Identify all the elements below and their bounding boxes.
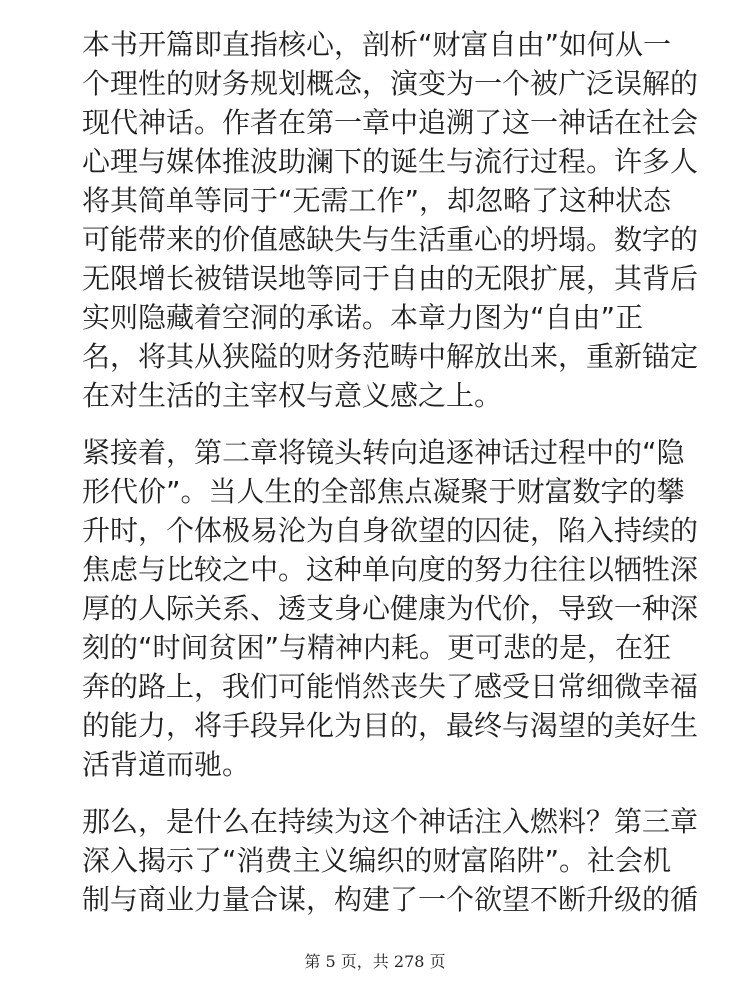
text-line: 活背道而驰。 (82, 748, 251, 781)
text-line: 奔的路上，我们可能悄然丧失了感受日常细微幸福 (82, 670, 699, 703)
text-line: 实则隐藏着空洞的承诺。本章力图为“自由”正 (82, 301, 644, 334)
text-line: 在对生活的主宰权与意义感之上。 (82, 379, 503, 412)
paragraph-3 (82, 802, 699, 919)
page-number-footer: 第 5 页，共 278 页 (304, 952, 446, 971)
text-line: 个理性的财务规划概念，演变为一个被广泛误解的 (82, 67, 699, 100)
text-line: 紧接着，第二章将镜头转向追逐神话过程中的“隐 (82, 436, 685, 469)
text-line: 升时，个体极易沦为自身欲望的囚徒，陷入持续的 (82, 514, 699, 547)
document-page (82, 25, 699, 919)
text-line: 的能力，将手段异化为目的，最终与渴望的美好生 (82, 709, 699, 742)
paragraph-1 (82, 25, 699, 415)
text-line: 名，将其从狭隘的财务范畴中解放出来，重新锚定 (82, 340, 699, 373)
text-line: 制与商业力量合谋，构建了一个欲望不断升级的循 (82, 883, 699, 916)
text-line: 可能带来的价值感缺失与生活重心的坍塌。数字的 (82, 223, 699, 256)
text-line: 刻的“时间贫困”与精神内耗。更可悲的是，在狂 (82, 631, 672, 664)
text-line: 深入揭示了“消费主义编织的财富陷阱”。社会机 (82, 844, 672, 877)
text-line: 将其简单等同于“无需工作”，却忽略了这种状态 (82, 184, 672, 217)
text-line: 那么，是什么在持续为这个神话注入燃料？第三章 (82, 805, 699, 838)
paragraph-spacer (82, 784, 682, 802)
text-line: 本书开篇即直指核心，剖析“财富自由”如何从一 (82, 28, 672, 61)
text-line: 形代价”。当人生的全部焦点凝聚于财富数字的攀 (82, 475, 685, 508)
paragraph-spacer (82, 415, 682, 433)
text-line: 心理与媒体推波助澜下的诞生与流行过程。许多人 (82, 145, 699, 178)
text-line: 焦虑与比较之中。这种单向度的努力往往以牺牲深 (82, 553, 699, 586)
text-line: 厚的人际关系、透支身心健康为代价，导致一种深 (82, 592, 699, 625)
text-line: 无限增长被错误地等同于自由的无限扩展，其背后 (82, 262, 699, 295)
text-line: 现代神话。作者在第一章中追溯了这一神话在社会 (82, 106, 699, 139)
paragraph-2 (82, 433, 699, 784)
